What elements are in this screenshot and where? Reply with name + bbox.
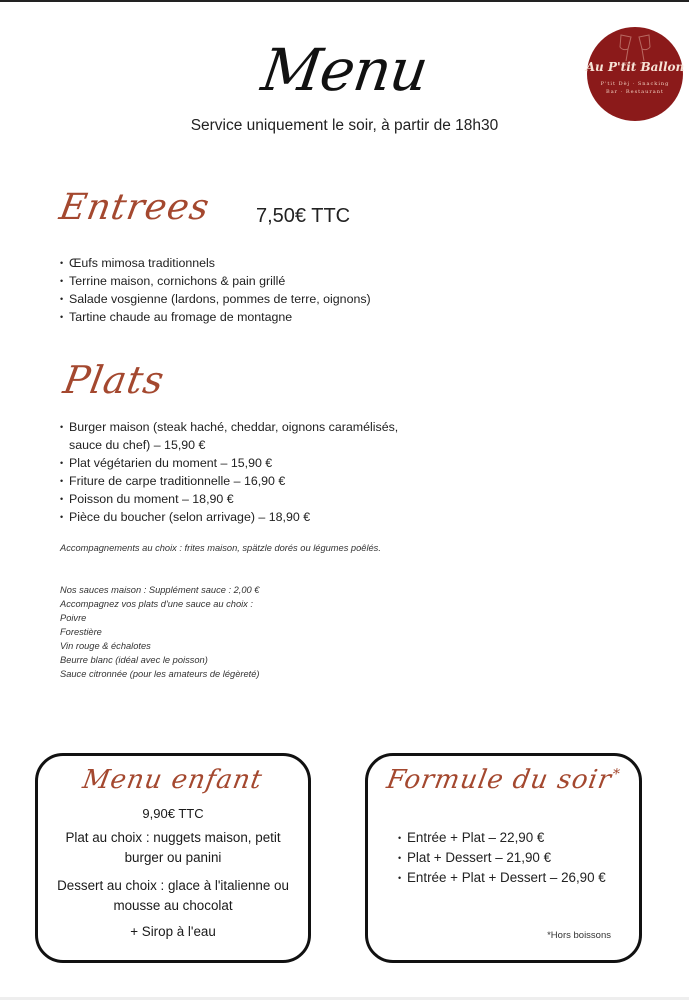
plats-list [60, 418, 398, 526]
formule-soir-list [398, 828, 606, 888]
menu-enfant-card [35, 753, 311, 963]
entrees-heading [56, 186, 213, 228]
list-item: • Tartine chaude au fromage de montagne [60, 308, 371, 326]
list-item: • Pièce du boucher (selon arrivage) – 18,90 € [60, 508, 398, 526]
sauce-option: Vin rouge & échalotes [60, 641, 151, 651]
page-title: Menu [257, 36, 432, 104]
entrees-price: 7,50€ TTC [256, 205, 351, 227]
menu-enfant-heading-text: Menu enfant [80, 765, 266, 795]
list-item: • Poisson du moment – 18,90 € [60, 490, 398, 508]
list-item: • Salade vosgienne (lardons, pommes de terre, oignons) [60, 290, 371, 308]
logo-tagline [601, 80, 670, 96]
menu-enfant-price: 9,90€ TTC [142, 806, 204, 821]
list-item: • Œufs mimosa traditionnels [60, 254, 371, 272]
plats-heading [60, 358, 169, 403]
menu-enfant-extra: + Sirop à l'eau [130, 924, 216, 939]
sauces-section [60, 583, 259, 681]
logo-tagline-line1: P'tit Dèj · Snacking [600, 81, 670, 87]
list-item: • Friture de carpe traditionnelle – 16,90 € [60, 472, 398, 490]
entrees-heading-text: Entrees [56, 187, 213, 228]
list-item: • Burger maison (steak haché, cheddar, oignons caramélisés, [60, 418, 398, 436]
sauces-intro: Nos sauces maison : Supplément sauce : 2,00 € [60, 585, 260, 595]
sauce-option: Poivre [60, 613, 87, 623]
accompaniments-note: Accompagnements au choix : frites maison, spätzle dorés ou légumes poêlés. [60, 543, 381, 553]
formule-soir-note: *Hors boissons [547, 930, 611, 941]
formule-soir-heading [368, 764, 639, 795]
list-item: • Terrine maison, cornichons & pain grillé [60, 272, 371, 290]
menu-enfant-dessert: Dessert au choix : glace à l'italienne ou mousse au chocolat [57, 878, 289, 913]
sauce-option: Forestière [60, 627, 102, 637]
logo-tagline-line2: Bar · Restaurant [606, 89, 664, 95]
sauce-option: Sauce citronnée (pour les amateurs de légèreté) [60, 669, 260, 679]
restaurant-logo [587, 27, 683, 121]
formule-soir-card [365, 753, 642, 963]
list-item-continuation: sauce du chef) – 15,90 € [69, 438, 206, 452]
list-item: • Plat + Dessert – 21,90 € [398, 848, 606, 868]
formule-soir-heading-text [385, 765, 623, 795]
list-item: • Plat végétarien du moment – 15,90 € [60, 454, 398, 472]
plats-heading-text: Plats [60, 358, 169, 402]
formule-soir-heading-label: Formule du soir [384, 765, 615, 795]
list-item: • Entrée + Plat + Dessert – 26,90 € [398, 868, 606, 888]
entrees-list [60, 254, 371, 326]
sauce-option: Beurre blanc (idéal avec le poisson) [60, 655, 208, 665]
top-border [0, 0, 689, 2]
service-hours: Service uniquement le soir, à partir de 18h30 [190, 117, 499, 134]
asterisk-mark: * [611, 766, 623, 783]
menu-enfant-plat: Plat au choix : nuggets maison, petit burger ou panini [65, 830, 281, 865]
wine-glasses-icon [615, 33, 655, 67]
list-item: • Entrée + Plat – 22,90 € [398, 828, 606, 848]
sauces-prompt: Accompagnez vos plats d'une sauce au choix : [60, 599, 253, 609]
menu-enfant-heading [38, 764, 308, 795]
logo-name: Au P'tit Ballon [585, 60, 685, 74]
